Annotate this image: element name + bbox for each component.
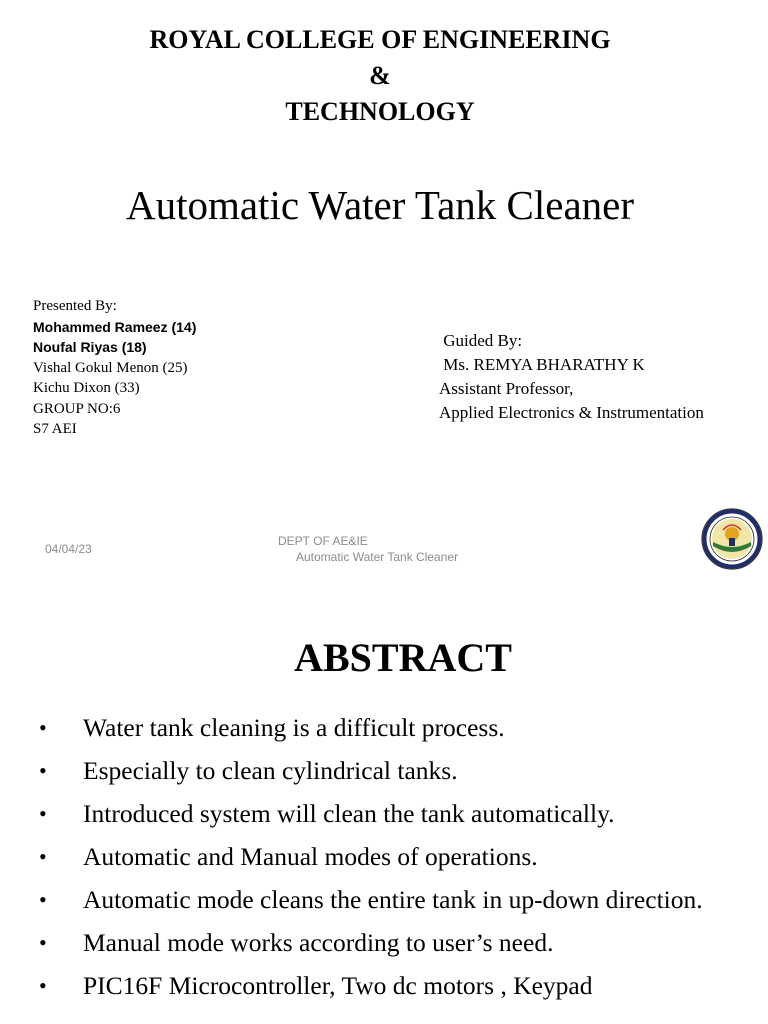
footer-department: DEPT OF AE&IE: [278, 534, 368, 548]
guide-department: Applied Electronics & Instrumentation: [439, 403, 704, 422]
bullet-icon: •: [39, 844, 47, 869]
presenter-name: Noufal Riyas (18): [33, 339, 147, 355]
guide-block: [439, 329, 704, 425]
project-title: Automatic Water Tank Cleaner: [125, 182, 635, 228]
bullet-icon: •: [39, 801, 47, 826]
class-name: S7 AEI: [33, 421, 77, 437]
guide-title: Assistant Professor,: [439, 379, 574, 398]
abstract-heading: ABSTRACT: [294, 635, 512, 680]
college-line: TECHNOLOGY: [285, 97, 475, 126]
list-item: • Water tank cleaning is a difficult process.: [0, 710, 768, 746]
bullet-icon: •: [39, 930, 47, 955]
list-item: • PIC16F Microcontroller, Two dc motors , Keypad: [0, 968, 768, 1004]
list-item: • Automatic mode cleans the entire tank in up-down direction.: [0, 882, 768, 918]
college-name: [0, 22, 760, 130]
presenters-block: [33, 296, 196, 440]
list-item: • Automatic and Manual modes of operations.: [0, 839, 768, 875]
list-item: • Especially to clean cylindrical tanks.: [0, 753, 768, 789]
guide-name: Ms. REMYA BHARATHY K: [439, 355, 645, 374]
college-line: ROYAL COLLEGE OF ENGINEERING: [149, 25, 611, 54]
footer-project-name: Automatic Water Tank Cleaner: [296, 550, 459, 564]
list-item: • Introduced system will clean the tank automatically.: [0, 796, 768, 832]
presented-by-label: Presented By:: [33, 298, 117, 314]
college-seal-logo: [701, 508, 763, 570]
presenter-name: Kichu Dixon (33): [33, 380, 140, 396]
bullet-icon: •: [39, 715, 47, 740]
presenter-name: Mohammed Rameez (14): [33, 318, 197, 335]
group-number: GROUP NO:6: [33, 400, 121, 417]
bullet-icon: •: [39, 887, 47, 912]
list-item: • Manual mode works according to user’s need.: [0, 925, 768, 961]
bullet-icon: •: [39, 758, 47, 783]
presenter-name: Vishal Gokul Menon (25): [33, 359, 188, 376]
footer-date: 04/04/23: [45, 542, 92, 556]
college-line: &: [369, 61, 391, 90]
guided-by-label: Guided By:: [439, 331, 523, 350]
abstract-bullet-list: [0, 710, 768, 1011]
bullet-icon: •: [39, 973, 47, 998]
